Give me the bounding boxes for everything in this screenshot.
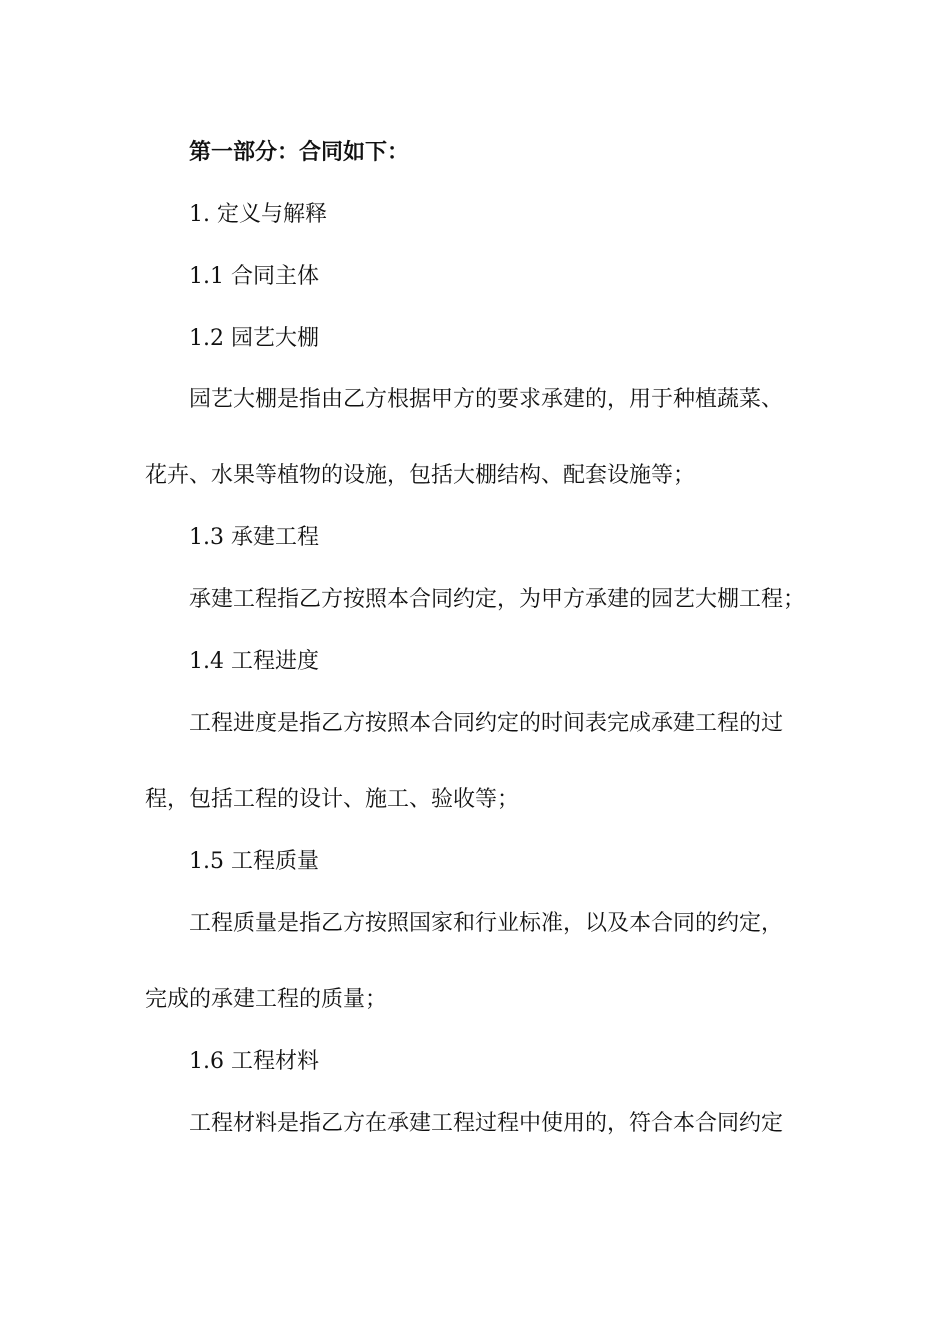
paragraph-line: 工程材料是指乙方在承建工程过程中使用的，符合本合同约定 <box>189 1111 784 1136</box>
paragraph-line: 承建工程指乙方按照本合同约定，为甲方承建的园艺大棚工程； <box>189 587 806 612</box>
paragraph-line: 完成的承建工程的质量； <box>145 987 388 1012</box>
clause-heading: 1.1 合同主体 <box>189 264 319 289</box>
paragraph-line: 工程质量是指乙方按照国家和行业标准，以及本合同的约定， <box>189 911 784 936</box>
clause-heading: 1.3 承建工程 <box>189 525 319 550</box>
clause-heading: 1.4 工程进度 <box>189 649 319 674</box>
clause-heading: 1. 定义与解释 <box>189 202 327 227</box>
clause-heading: 1.6 工程材料 <box>189 1049 319 1074</box>
paragraph-line: 园艺大棚是指由乙方根据甲方的要求承建的，用于种植蔬菜、 <box>189 387 784 412</box>
clause-heading: 1.2 园艺大棚 <box>189 326 319 351</box>
section-heading: 第一部分：合同如下： <box>189 140 410 165</box>
paragraph-line: 花卉、水果等植物的设施，包括大棚结构、配套设施等； <box>145 463 696 488</box>
paragraph-line: 工程进度是指乙方按照本合同约定的时间表完成承建工程的过 <box>189 711 784 736</box>
clause-heading: 1.5 工程质量 <box>189 849 319 874</box>
paragraph-line: 程，包括工程的设计、施工、验收等； <box>145 787 520 812</box>
